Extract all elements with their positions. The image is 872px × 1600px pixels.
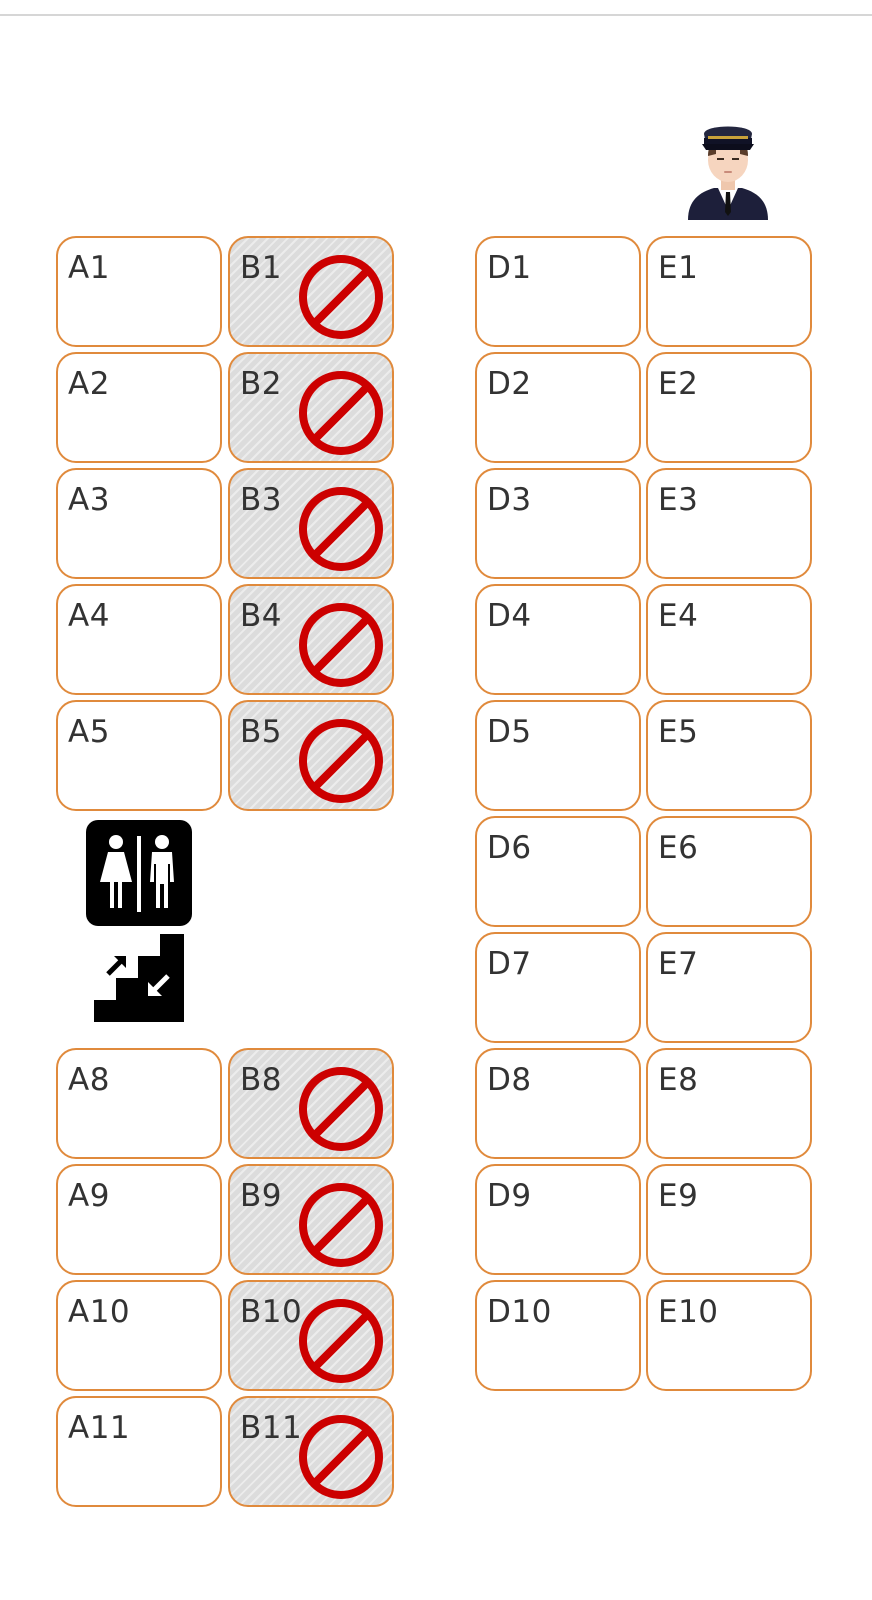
seat-b3 — [228, 468, 394, 579]
seat-label: B4 — [240, 598, 282, 634]
seat-d1[interactable] — [475, 236, 641, 347]
seat-b8 — [228, 1048, 394, 1159]
seat-b4 — [228, 584, 394, 695]
unavailable-icon — [296, 600, 386, 690]
seat-label: B8 — [240, 1062, 282, 1098]
unavailable-icon — [296, 1064, 386, 1154]
seat-d4[interactable] — [475, 584, 641, 695]
seat-label: E6 — [658, 830, 699, 866]
seat-d10[interactable] — [475, 1280, 641, 1391]
seat-label: E3 — [658, 482, 699, 518]
seat-d3[interactable] — [475, 468, 641, 579]
seat-d2[interactable] — [475, 352, 641, 463]
seat-a3[interactable] — [56, 468, 222, 579]
seat-label: E9 — [658, 1178, 699, 1214]
seat-label: D7 — [487, 946, 532, 982]
seat-label: A5 — [68, 714, 110, 750]
seat-label: B2 — [240, 366, 282, 402]
unavailable-icon — [296, 716, 386, 806]
seat-label: D2 — [487, 366, 532, 402]
seat-label: B11 — [240, 1410, 303, 1446]
seat-label: A9 — [68, 1178, 110, 1214]
unavailable-icon — [296, 252, 386, 342]
seat-e7[interactable] — [646, 932, 812, 1043]
seat-b11 — [228, 1396, 394, 1507]
bus-driver-icon — [686, 120, 770, 222]
seat-label: D1 — [487, 250, 532, 286]
seat-label: A2 — [68, 366, 110, 402]
restroom-icon — [86, 820, 192, 926]
seat-a9[interactable] — [56, 1164, 222, 1275]
seat-label: A4 — [68, 598, 110, 634]
seat-label: A1 — [68, 250, 110, 286]
seat-d8[interactable] — [475, 1048, 641, 1159]
seat-label: D8 — [487, 1062, 532, 1098]
seat-e5[interactable] — [646, 700, 812, 811]
unavailable-icon — [296, 1412, 386, 1502]
seat-a5[interactable] — [56, 700, 222, 811]
seat-b9 — [228, 1164, 394, 1275]
seat-a1[interactable] — [56, 236, 222, 347]
seat-e9[interactable] — [646, 1164, 812, 1275]
unavailable-icon — [296, 484, 386, 574]
seat-d9[interactable] — [475, 1164, 641, 1275]
seat-label: D5 — [487, 714, 532, 750]
seat-label: A8 — [68, 1062, 110, 1098]
seat-b5 — [228, 700, 394, 811]
seat-b10 — [228, 1280, 394, 1391]
seat-label: B5 — [240, 714, 282, 750]
seat-a10[interactable] — [56, 1280, 222, 1391]
seat-label: B10 — [240, 1294, 303, 1330]
seat-label: A11 — [68, 1410, 131, 1446]
seat-label: D4 — [487, 598, 532, 634]
seat-label: A3 — [68, 482, 110, 518]
seat-d6[interactable] — [475, 816, 641, 927]
top-divider — [0, 14, 872, 16]
seat-d7[interactable] — [475, 932, 641, 1043]
seat-label: D3 — [487, 482, 532, 518]
seat-e1[interactable] — [646, 236, 812, 347]
seat-b1 — [228, 236, 394, 347]
unavailable-icon — [296, 1180, 386, 1270]
seat-label: D6 — [487, 830, 532, 866]
seat-e10[interactable] — [646, 1280, 812, 1391]
seat-label: E5 — [658, 714, 699, 750]
seat-label: D9 — [487, 1178, 532, 1214]
stairs-icon — [94, 934, 184, 1022]
seat-e6[interactable] — [646, 816, 812, 927]
seat-e3[interactable] — [646, 468, 812, 579]
seat-label: B1 — [240, 250, 282, 286]
unavailable-icon — [296, 1296, 386, 1386]
seat-label: D10 — [487, 1294, 552, 1330]
seat-label: A10 — [68, 1294, 131, 1330]
seat-a11[interactable] — [56, 1396, 222, 1507]
seat-label: E7 — [658, 946, 699, 982]
seat-label: E2 — [658, 366, 699, 402]
seat-label: E8 — [658, 1062, 699, 1098]
seat-label: E1 — [658, 250, 699, 286]
seat-e8[interactable] — [646, 1048, 812, 1159]
seat-a2[interactable] — [56, 352, 222, 463]
seat-e2[interactable] — [646, 352, 812, 463]
seat-d5[interactable] — [475, 700, 641, 811]
seat-label: E4 — [658, 598, 699, 634]
seat-a8[interactable] — [56, 1048, 222, 1159]
seat-label: B3 — [240, 482, 282, 518]
seat-label: E10 — [658, 1294, 719, 1330]
seat-b2 — [228, 352, 394, 463]
unavailable-icon — [296, 368, 386, 458]
seat-e4[interactable] — [646, 584, 812, 695]
seat-a4[interactable] — [56, 584, 222, 695]
seat-label: B9 — [240, 1178, 282, 1214]
